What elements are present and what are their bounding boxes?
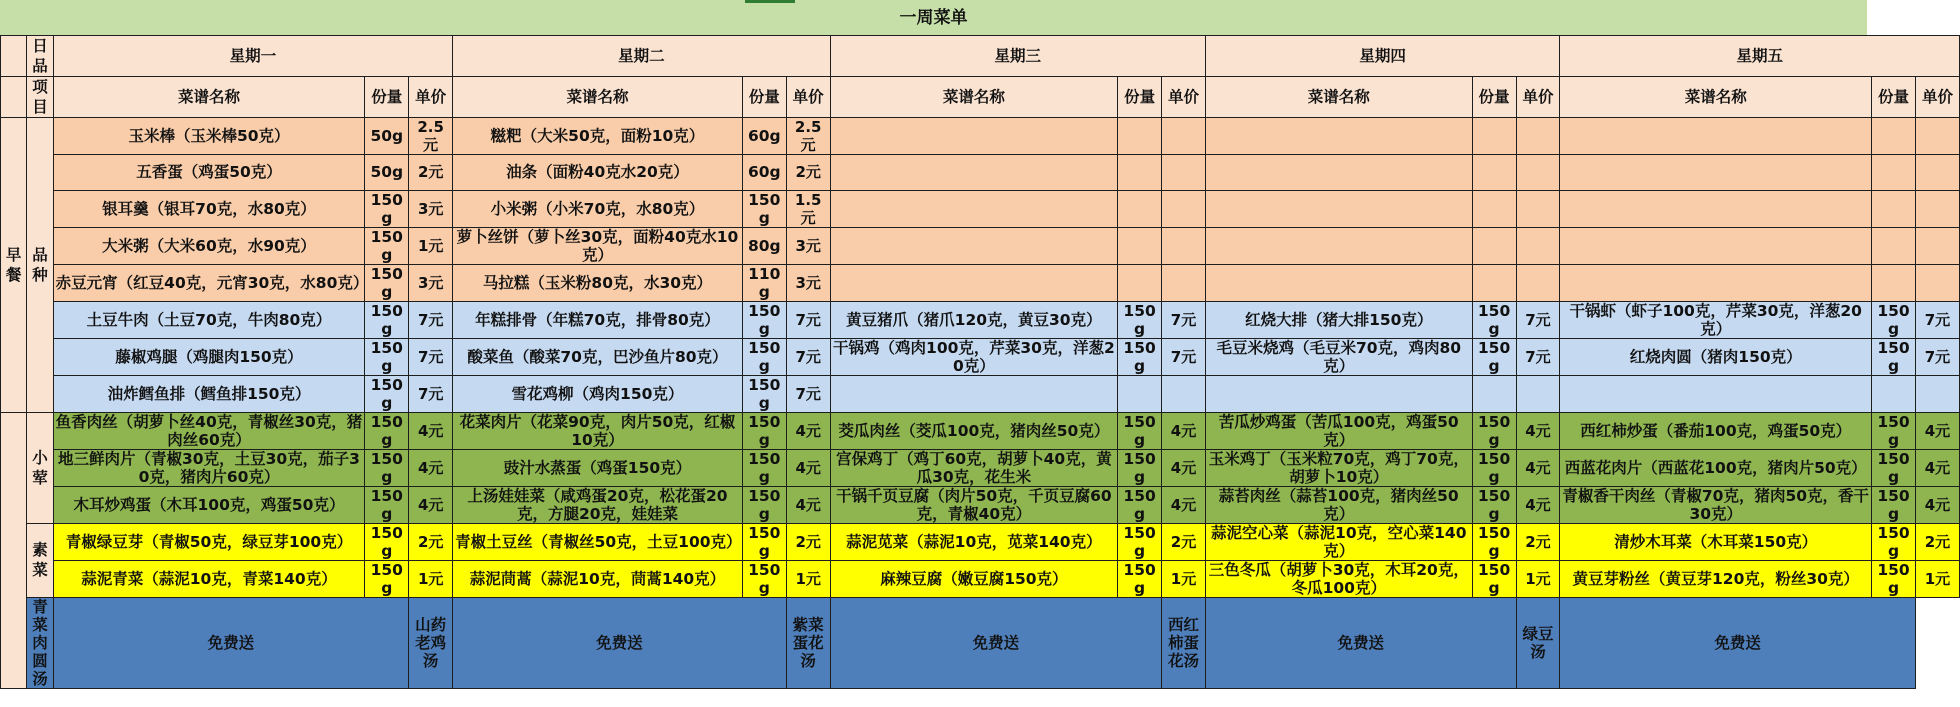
dish-cell[interactable]: 红烧大排（猪大排150克） xyxy=(1205,301,1472,338)
price-cell[interactable]: 7元 xyxy=(409,375,453,412)
dish-name-header: 菜谱名称 xyxy=(1205,77,1472,118)
dish-name-header: 菜谱名称 xyxy=(830,77,1118,118)
price-cell[interactable]: 4元 xyxy=(1915,486,1959,523)
portion-cell[interactable] xyxy=(1118,264,1162,301)
price-cell[interactable]: 2.5元 xyxy=(409,118,453,155)
portion-cell[interactable]: 150g xyxy=(742,412,786,449)
price-cell[interactable] xyxy=(1162,118,1206,155)
category-varieties-label: 品 种 xyxy=(27,118,53,413)
corner-top-label: 日 品 xyxy=(27,36,53,77)
dish-cell[interactable]: 土豆牛肉（土豆70克，牛肉80克） xyxy=(53,301,365,338)
price-cell[interactable]: 4元 xyxy=(409,449,453,486)
dish-cell[interactable] xyxy=(1205,118,1472,155)
dish-cell[interactable]: 大米粥（大米60克，水90克） xyxy=(53,227,365,264)
dish-cell[interactable]: 黄豆芽粉丝（黄豆芽120克，粉丝30克） xyxy=(1560,560,1872,597)
portion-cell[interactable]: 150g xyxy=(1118,486,1162,523)
dish-cell[interactable]: 鱼香肉丝（胡萝卜丝40克，青椒丝30克，猪肉丝60克） xyxy=(53,412,365,449)
portion-cell[interactable] xyxy=(1472,264,1516,301)
price-cell[interactable] xyxy=(1915,118,1959,155)
dish-cell[interactable] xyxy=(1205,227,1472,264)
price-cell[interactable] xyxy=(1516,375,1560,412)
soup-row xyxy=(1,597,1960,688)
portion-cell[interactable]: 150g xyxy=(1872,301,1916,338)
dish-cell[interactable]: 豉汁水蒸蛋（鸡蛋150克） xyxy=(453,449,743,486)
meal-breakfast-label: 早 餐 xyxy=(1,118,27,413)
dish-cell[interactable]: 上汤娃娃菜（咸鸡蛋20克，松花蛋20克，方腿20克，娃娃菜 xyxy=(453,486,743,523)
table-row xyxy=(1,560,1960,597)
portion-cell[interactable]: 150g xyxy=(1118,301,1162,338)
price-cell[interactable]: 4元 xyxy=(409,486,453,523)
price-cell[interactable] xyxy=(1516,118,1560,155)
price-cell[interactable]: 1元 xyxy=(409,227,453,264)
day-header-5: 星期五 xyxy=(1560,36,1960,77)
dish-name-header: 菜谱名称 xyxy=(453,77,743,118)
dish-cell[interactable]: 蒜泥空心菜（蒜泥10克，空心菜140克） xyxy=(1205,523,1472,560)
portion-cell[interactable]: 150g xyxy=(1118,449,1162,486)
portion-cell[interactable] xyxy=(1118,190,1162,227)
portion-cell[interactable]: 150g xyxy=(365,412,409,449)
portion-cell[interactable]: 80g xyxy=(742,227,786,264)
price-cell[interactable] xyxy=(1915,375,1959,412)
dish-cell[interactable] xyxy=(1205,190,1472,227)
portion-cell[interactable]: 110g xyxy=(742,264,786,301)
dish-cell[interactable]: 苦瓜炒鸡蛋（苦瓜100克，鸡蛋50克） xyxy=(1205,412,1472,449)
dish-cell[interactable]: 玉米鸡丁（玉米粒70克，鸡丁70克，胡萝卜10克） xyxy=(1205,449,1472,486)
category-veg-label: 素 菜 xyxy=(27,523,53,597)
portion-cell[interactable] xyxy=(1472,227,1516,264)
table-row xyxy=(1,301,1960,338)
menu-title: 一周菜单 xyxy=(899,8,968,28)
dish-cell[interactable]: 花菜肉片（花菜90克，肉片50克，红椒10克） xyxy=(453,412,743,449)
price-cell[interactable]: 3元 xyxy=(786,227,830,264)
portion-cell[interactable]: 150g xyxy=(742,375,786,412)
dish-cell[interactable]: 青椒绿豆芽（青椒50克，绿豆芽100克） xyxy=(53,523,365,560)
table-row xyxy=(1,375,1960,412)
portion-cell[interactable] xyxy=(1118,118,1162,155)
portion-cell[interactable]: 150g xyxy=(1872,412,1916,449)
portion-cell[interactable]: 150g xyxy=(742,523,786,560)
portion-cell[interactable] xyxy=(1872,227,1916,264)
dish-cell[interactable] xyxy=(830,190,1118,227)
dish-cell[interactable] xyxy=(1560,118,1872,155)
price-cell[interactable] xyxy=(1162,155,1206,191)
dish-cell[interactable]: 蒜泥青菜（蒜泥10克，青菜140克） xyxy=(53,560,365,597)
portion-cell[interactable]: 150g xyxy=(365,190,409,227)
dish-cell[interactable]: 蒜泥苋菜（蒜泥10克，苋菜140克） xyxy=(830,523,1118,560)
portion-cell[interactable] xyxy=(1118,375,1162,412)
price-cell[interactable] xyxy=(1915,190,1959,227)
dish-cell[interactable]: 玉米棒（玉米棒50克） xyxy=(53,118,365,155)
dish-cell[interactable] xyxy=(830,155,1118,191)
portion-cell[interactable] xyxy=(1472,375,1516,412)
soup-name-cell[interactable]: 山药老鸡汤 xyxy=(409,597,453,688)
price-cell[interactable]: 4元 xyxy=(1915,449,1959,486)
portion-cell[interactable] xyxy=(1872,375,1916,412)
portion-cell[interactable]: 150g xyxy=(365,301,409,338)
dish-cell[interactable]: 干锅鸡（鸡肉100克，芹菜30克，洋葱20克） xyxy=(830,338,1118,375)
portion-cell[interactable] xyxy=(1118,227,1162,264)
dish-cell[interactable]: 红烧肉圆（猪肉150克） xyxy=(1560,338,1872,375)
dish-cell[interactable]: 宫保鸡丁（鸡丁60克，胡萝卜40克，黄瓜30克，花生米 xyxy=(830,449,1118,486)
price-cell[interactable] xyxy=(1516,155,1560,191)
portion-cell[interactable]: 150g xyxy=(1472,301,1516,338)
price-cell[interactable]: 3元 xyxy=(786,264,830,301)
price-cell[interactable]: 4元 xyxy=(1516,449,1560,486)
dish-cell[interactable]: 青椒香干肉丝（青椒70克，猪肉50克，香干30克） xyxy=(1560,486,1872,523)
portion-cell[interactable]: 150g xyxy=(1118,412,1162,449)
dish-cell[interactable]: 麻辣豆腐（嫩豆腐150克） xyxy=(830,560,1118,597)
day-header-1: 星期一 xyxy=(53,36,452,77)
dish-cell[interactable]: 雪花鸡柳（鸡肉150克） xyxy=(453,375,743,412)
price-cell[interactable]: 4元 xyxy=(409,412,453,449)
portion-cell[interactable]: 150g xyxy=(1472,338,1516,375)
dish-cell[interactable]: 茭瓜肉丝（茭瓜100克，猪肉丝50克） xyxy=(830,412,1118,449)
dish-cell[interactable]: 清炒木耳菜（木耳菜150克） xyxy=(1560,523,1872,560)
price-cell[interactable]: 4元 xyxy=(786,412,830,449)
dish-cell[interactable] xyxy=(830,227,1118,264)
dish-cell[interactable] xyxy=(1560,227,1872,264)
dish-cell[interactable]: 马拉糕（玉米粉80克，水30克） xyxy=(453,264,743,301)
dish-name-header: 菜谱名称 xyxy=(1560,77,1872,118)
portion-cell[interactable]: 150g xyxy=(1118,523,1162,560)
price-cell[interactable]: 4元 xyxy=(1162,412,1206,449)
portion-cell[interactable]: 150g xyxy=(742,486,786,523)
portion-cell[interactable]: 150g xyxy=(365,338,409,375)
dish-cell[interactable] xyxy=(1560,190,1872,227)
portion-cell[interactable]: 150g xyxy=(742,449,786,486)
price-cell[interactable] xyxy=(1162,227,1206,264)
dish-cell[interactable]: 西红柿炒蛋（番茄100克，鸡蛋50克） xyxy=(1560,412,1872,449)
portion-cell[interactable]: 150g xyxy=(742,560,786,597)
table-row xyxy=(1,449,1960,486)
portion-cell[interactable]: 150g xyxy=(742,190,786,227)
price-cell[interactable]: 7元 xyxy=(409,338,453,375)
corner-bottom-label: 项 目 xyxy=(27,77,53,118)
price-cell[interactable]: 1元 xyxy=(1915,560,1959,597)
price-cell[interactable]: 2元 xyxy=(409,155,453,191)
dish-cell[interactable] xyxy=(1560,264,1872,301)
price-cell[interactable] xyxy=(1516,264,1560,301)
portion-cell[interactable]: 60g xyxy=(742,118,786,155)
dish-cell[interactable]: 蒜泥茼蒿（蒜泥10克，茼蒿140克） xyxy=(453,560,743,597)
price-cell[interactable]: 4元 xyxy=(1162,449,1206,486)
price-cell[interactable]: 2元 xyxy=(409,523,453,560)
dish-cell[interactable]: 酸菜鱼（酸菜70克，巴沙鱼片80克） xyxy=(453,338,743,375)
dish-cell[interactable] xyxy=(1205,375,1472,412)
soup-free-note[interactable]: 免费送 xyxy=(453,597,787,688)
dish-cell[interactable]: 油条（面粉40克水20克） xyxy=(453,155,743,191)
soup-name-cell[interactable]: 紫菜蛋花汤 xyxy=(786,597,830,688)
dish-cell[interactable]: 黄豆猪爪（猪爪120克，黄豆30克） xyxy=(830,301,1118,338)
portion-cell[interactable]: 150g xyxy=(365,264,409,301)
portion-cell[interactable] xyxy=(1872,190,1916,227)
portion-cell[interactable]: 150g xyxy=(365,523,409,560)
price-cell[interactable]: 7元 xyxy=(1516,338,1560,375)
portion-cell[interactable]: 150g xyxy=(1472,560,1516,597)
table-row xyxy=(1,338,1960,375)
price-cell[interactable]: 7元 xyxy=(1162,338,1206,375)
dish-cell[interactable]: 银耳羹（银耳70克，水80克） xyxy=(53,190,365,227)
corner-top-blank xyxy=(1,36,27,77)
table-row xyxy=(1,412,1960,449)
dish-cell[interactable]: 年糕排骨（年糕70克，排骨80克） xyxy=(453,301,743,338)
price-cell[interactable] xyxy=(1915,227,1959,264)
price-cell[interactable]: 7元 xyxy=(1162,301,1206,338)
price-cell[interactable]: 1元 xyxy=(1516,560,1560,597)
dish-cell[interactable]: 木耳炒鸡蛋（木耳100克，鸡蛋50克） xyxy=(53,486,365,523)
price-cell[interactable]: 1.5元 xyxy=(786,190,830,227)
dish-cell[interactable] xyxy=(830,375,1118,412)
table-row xyxy=(1,486,1960,523)
portion-header: 份量 xyxy=(742,77,786,118)
price-cell[interactable] xyxy=(1915,264,1959,301)
price-cell[interactable] xyxy=(1162,264,1206,301)
soup-name-cell[interactable]: 西红柿蛋花汤 xyxy=(1162,597,1206,688)
price-cell[interactable] xyxy=(1162,375,1206,412)
soup-name-cell[interactable]: 绿豆汤 xyxy=(1516,597,1560,688)
price-cell[interactable]: 4元 xyxy=(1516,412,1560,449)
dish-cell[interactable]: 赤豆元宵（红豆40克，元宵30克，水80克） xyxy=(53,264,365,301)
portion-cell[interactable]: 150g xyxy=(742,301,786,338)
price-cell[interactable]: 4元 xyxy=(786,449,830,486)
portion-header: 份量 xyxy=(365,77,409,118)
price-cell[interactable]: 2元 xyxy=(786,155,830,191)
price-cell[interactable]: 7元 xyxy=(1915,301,1959,338)
table-row xyxy=(1,190,1960,227)
dish-cell[interactable]: 西蓝花肉片（西蓝花100克，猪肉片50克） xyxy=(1560,449,1872,486)
portion-cell[interactable]: 150g xyxy=(365,227,409,264)
dish-cell[interactable]: 五香蛋（鸡蛋50克） xyxy=(53,155,365,191)
day-header-2: 星期二 xyxy=(453,36,831,77)
price-header: 单价 xyxy=(409,77,453,118)
portion-cell[interactable]: 150g xyxy=(1472,486,1516,523)
dish-cell[interactable]: 三色冬瓜（胡萝卜30克，木耳20克，冬瓜100克） xyxy=(1205,560,1472,597)
price-cell[interactable]: 3元 xyxy=(409,190,453,227)
price-cell[interactable] xyxy=(1516,190,1560,227)
table-row xyxy=(1,523,1960,560)
portion-header: 份量 xyxy=(1472,77,1516,118)
dish-cell[interactable]: 地三鲜肉片（青椒30克，土豆30克，茄子30克，猪肉片60克） xyxy=(53,449,365,486)
portion-cell[interactable]: 150g xyxy=(1872,449,1916,486)
portion-cell[interactable] xyxy=(1872,264,1916,301)
price-header: 单价 xyxy=(1516,77,1560,118)
dish-cell[interactable]: 蒜苔肉丝（蒜苔100克，猪肉丝50克） xyxy=(1205,486,1472,523)
dish-cell[interactable]: 藤椒鸡腿（鸡腿肉150克） xyxy=(53,338,365,375)
price-cell[interactable]: 1元 xyxy=(786,560,830,597)
dish-cell[interactable] xyxy=(1560,155,1872,191)
category-meat-label: 小 荤 xyxy=(27,412,53,523)
dish-cell[interactable] xyxy=(1205,155,1472,191)
price-cell[interactable]: 4元 xyxy=(1162,486,1206,523)
portion-cell[interactable]: 150g xyxy=(365,449,409,486)
price-cell[interactable]: 2.5元 xyxy=(786,118,830,155)
portion-cell[interactable]: 150g xyxy=(1872,338,1916,375)
price-cell[interactable] xyxy=(1915,155,1959,191)
table-row xyxy=(1,155,1960,191)
portion-cell[interactable]: 150g xyxy=(365,486,409,523)
dish-cell[interactable]: 油炸鳕鱼排（鳕鱼排150克） xyxy=(53,375,365,412)
price-cell[interactable]: 1元 xyxy=(1162,560,1206,597)
portion-cell[interactable]: 150g xyxy=(1472,523,1516,560)
dish-cell[interactable]: 萝卜丝饼（萝卜丝30克，面粉40克水10克） xyxy=(453,227,743,264)
dish-name-header: 菜谱名称 xyxy=(53,77,365,118)
soup-free-note[interactable]: 免费送 xyxy=(1560,597,1916,688)
table-row xyxy=(1,227,1960,264)
price-cell[interactable]: 7元 xyxy=(786,338,830,375)
portion-cell[interactable]: 150g xyxy=(1872,523,1916,560)
weekly-menu-table xyxy=(0,35,1960,689)
soup-free-note[interactable]: 免费送 xyxy=(830,597,1161,688)
dish-cell[interactable]: 糍粑（大米50克，面粉10克） xyxy=(453,118,743,155)
corner-bottom-blank xyxy=(1,77,27,118)
dish-cell[interactable]: 青椒土豆丝（青椒丝50克，土豆100克） xyxy=(453,523,743,560)
price-cell[interactable]: 7元 xyxy=(409,301,453,338)
portion-cell[interactable]: 150g xyxy=(742,338,786,375)
price-header: 单价 xyxy=(1915,77,1959,118)
dish-cell[interactable] xyxy=(1205,264,1472,301)
day-header-3: 星期三 xyxy=(830,36,1205,77)
meal-lunch-blank xyxy=(1,412,27,688)
price-cell[interactable] xyxy=(1516,227,1560,264)
dish-cell[interactable] xyxy=(1560,375,1872,412)
dish-cell[interactable] xyxy=(830,118,1118,155)
dish-cell[interactable]: 干锅千页豆腐（肉片50克，千页豆腐60克，青椒40克） xyxy=(830,486,1118,523)
portion-cell[interactable]: 150g xyxy=(365,375,409,412)
day-header-4: 星期四 xyxy=(1205,36,1559,77)
table-row xyxy=(1,264,1960,301)
price-cell[interactable]: 1元 xyxy=(409,560,453,597)
dish-cell[interactable] xyxy=(830,264,1118,301)
price-cell[interactable]: 3元 xyxy=(409,264,453,301)
portion-cell[interactable] xyxy=(1472,155,1516,191)
portion-cell[interactable]: 150g xyxy=(1118,338,1162,375)
price-cell[interactable]: 4元 xyxy=(1516,486,1560,523)
price-header: 单价 xyxy=(786,77,830,118)
price-cell[interactable]: 2元 xyxy=(1516,523,1560,560)
portion-cell[interactable]: 50g xyxy=(365,155,409,191)
price-cell[interactable]: 4元 xyxy=(1915,412,1959,449)
price-cell[interactable] xyxy=(1162,190,1206,227)
portion-cell[interactable] xyxy=(1472,118,1516,155)
soup-free-note[interactable]: 免费送 xyxy=(1205,597,1516,688)
price-cell[interactable]: 2元 xyxy=(1915,523,1959,560)
portion-cell[interactable] xyxy=(1472,190,1516,227)
soup-name-cell[interactable]: 青菜肉圆汤 xyxy=(27,597,53,688)
portion-cell[interactable]: 150g xyxy=(1872,560,1916,597)
portion-cell[interactable]: 50g xyxy=(365,118,409,155)
price-cell[interactable]: 7元 xyxy=(786,375,830,412)
price-cell[interactable]: 7元 xyxy=(1915,338,1959,375)
table-row xyxy=(1,118,1960,155)
portion-cell[interactable]: 150g xyxy=(1472,449,1516,486)
price-header: 单价 xyxy=(1162,77,1206,118)
price-cell[interactable]: 2元 xyxy=(786,523,830,560)
portion-cell[interactable]: 150g xyxy=(1872,486,1916,523)
dish-cell[interactable]: 小米粥（小米70克，水80克） xyxy=(453,190,743,227)
portion-header: 份量 xyxy=(1118,77,1162,118)
price-cell[interactable]: 2元 xyxy=(1162,523,1206,560)
dish-cell[interactable]: 干锅虾（虾子100克，芹菜30克，洋葱20克） xyxy=(1560,301,1872,338)
portion-cell[interactable] xyxy=(1118,155,1162,191)
soup-free-note[interactable]: 免费送 xyxy=(53,597,409,688)
portion-cell[interactable]: 150g xyxy=(1472,412,1516,449)
portion-header: 份量 xyxy=(1872,77,1916,118)
portion-cell[interactable] xyxy=(1872,118,1916,155)
dish-cell[interactable]: 毛豆米烧鸡（毛豆米70克，鸡肉80克） xyxy=(1205,338,1472,375)
portion-cell[interactable] xyxy=(1872,155,1916,191)
portion-cell[interactable]: 150g xyxy=(365,560,409,597)
portion-cell[interactable]: 150g xyxy=(1118,560,1162,597)
price-cell[interactable]: 4元 xyxy=(786,486,830,523)
portion-cell[interactable]: 60g xyxy=(742,155,786,191)
price-cell[interactable]: 7元 xyxy=(1516,301,1560,338)
price-cell[interactable]: 7元 xyxy=(786,301,830,338)
